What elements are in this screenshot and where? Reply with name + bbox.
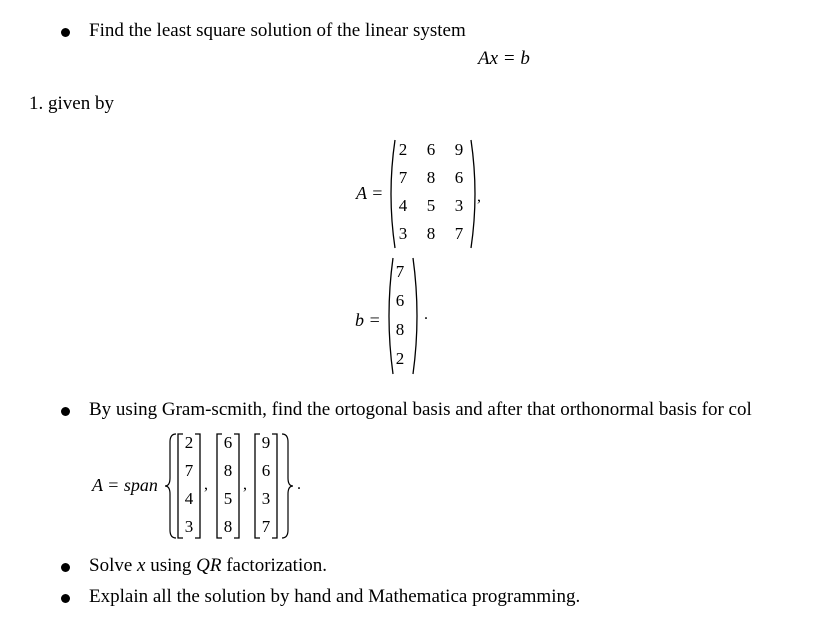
span-cell: 9 (261, 433, 271, 452)
span-cell: 6 (261, 461, 271, 480)
item-qr-suffix: factorization. (226, 555, 327, 576)
vector-b-cell: 8 (395, 320, 405, 339)
span-cell: 7 (261, 517, 271, 536)
matrix-a-comma: , (477, 188, 481, 205)
span-cell: 8 (223, 517, 233, 536)
matrix-a-cell: 2 (398, 140, 408, 159)
matrix-a-cell: 7 (398, 168, 408, 187)
vector-b-cell: 2 (395, 349, 405, 368)
span-cell: 3 (184, 517, 194, 536)
matrix-a-cell: 6 (454, 168, 464, 187)
item-explain: Explain all the solution by hand and Mathematica programming. (89, 586, 581, 607)
matrix-a-cell: 9 (454, 140, 464, 159)
span-cell: 3 (261, 489, 271, 508)
span-brace-right (280, 432, 294, 540)
given-by-label: 1. given by (29, 93, 114, 114)
span-period: . (297, 476, 301, 493)
vector-b-cell: 7 (395, 262, 405, 281)
span-column (179, 433, 199, 539)
matrix-a-cell: 8 (426, 224, 436, 243)
matrix-a (393, 140, 473, 248)
span-column (218, 433, 238, 539)
matrix-a-cell: 3 (398, 224, 408, 243)
span-cell: 4 (184, 489, 194, 508)
item-qr-var: x (137, 555, 146, 576)
matrix-a-label: A = (356, 183, 384, 203)
item-qr-prefix: Solve (89, 555, 133, 576)
span-column (256, 433, 276, 539)
bullet-dot (61, 563, 70, 572)
span-cell: 2 (184, 433, 194, 452)
span-comma: , (243, 476, 247, 493)
span-cell: 8 (223, 461, 233, 480)
item-qr-mid: using (150, 555, 192, 576)
matrix-a-cell: 8 (426, 168, 436, 187)
vector-b (390, 262, 410, 374)
item-gram-schmidt: By using Gram-scmith, find the ortogonal basis and after that orthonormal basis for col (89, 399, 752, 420)
vector-b-label: b = (355, 310, 381, 330)
span-cell: 6 (223, 433, 233, 452)
span-label: A = span (92, 475, 158, 495)
matrix-a-cell: 5 (426, 196, 436, 215)
vector-b-period: . (424, 306, 428, 323)
bullet-dot (61, 28, 70, 37)
matrix-a-cell: 4 (398, 196, 408, 215)
matrix-a-cell: 3 (454, 196, 464, 215)
matrix-a-cell: 6 (426, 140, 436, 159)
matrix-a-cell: 7 (454, 224, 464, 243)
span-cell: 5 (223, 489, 233, 508)
span-cell: 7 (184, 461, 194, 480)
bullet-dot (61, 407, 70, 416)
item-qr-qr: QR (196, 555, 222, 576)
item-qr-factorization (89, 555, 327, 577)
span-comma: , (204, 476, 208, 493)
vector-b-cell: 6 (395, 291, 405, 310)
item-least-squares: Find the least square solution of the linear system (89, 20, 466, 41)
equation-ax-b: Ax = b (478, 48, 530, 69)
bullet-dot (61, 594, 70, 603)
